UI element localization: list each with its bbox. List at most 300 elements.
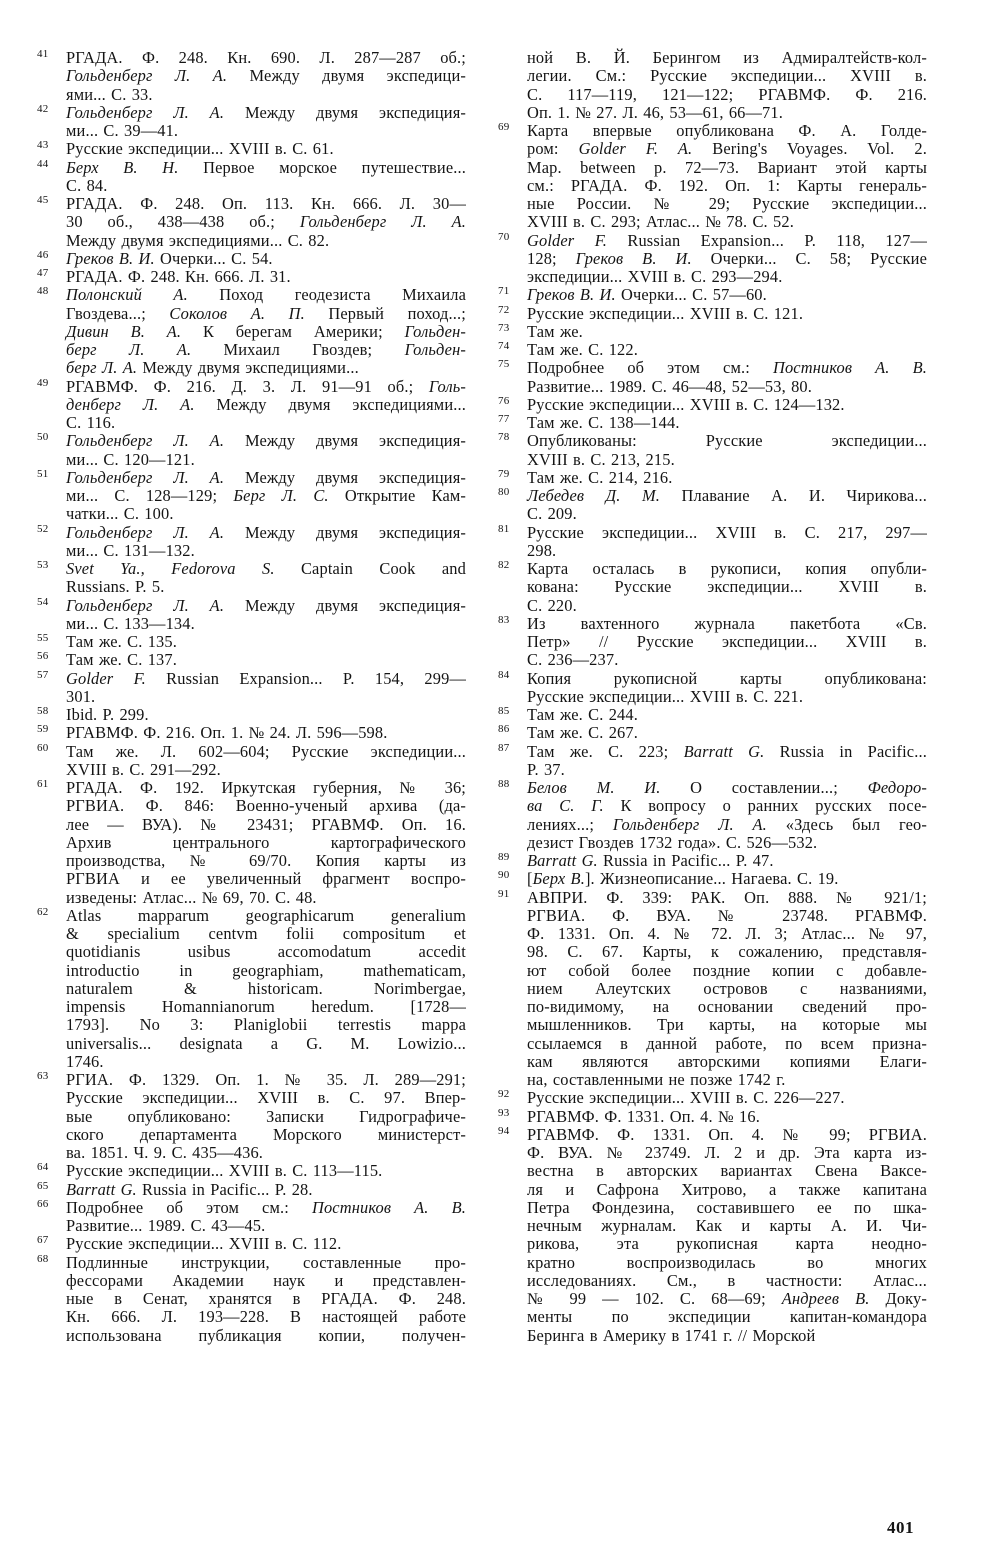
- footnote-text: Плавание А. И. Чирикова...: [660, 486, 927, 505]
- footnote-number: 73: [498, 321, 510, 334]
- footnote-line: [66, 1217, 466, 1235]
- footnote-text: РГВИА и ее увеличенный фрагмент воспро-: [66, 869, 466, 889]
- footnote-text: Captain Cook and: [274, 559, 466, 578]
- footnote-author-italic: Гольденберг Л. А.: [612, 814, 767, 834]
- footnote-number: 76: [498, 394, 510, 407]
- footnote-author-italic: Golder F. A.: [578, 139, 693, 159]
- footnote-line: [66, 633, 466, 651]
- footnote-text: Опубликованы: Русские экспедиции...: [527, 431, 927, 451]
- footnote-line: [527, 1108, 927, 1126]
- footnote-text: Между двумя экспедициями...: [137, 358, 359, 378]
- footnote-text: Петра Фондезина, составившего ее по шка-: [527, 1197, 927, 1217]
- footnote-text: Русские экспедиции... XVIII в. С. 121.: [527, 303, 804, 323]
- footnote-85: [495, 706, 927, 724]
- footnote-line: [527, 378, 927, 396]
- footnote-line: [66, 597, 466, 615]
- footnote-line: [66, 688, 466, 706]
- footnote-text: Между двумя экспедиция-: [224, 595, 467, 615]
- footnote-number: 87: [498, 741, 510, 754]
- footnote-line: [66, 925, 466, 943]
- footnote-line: [66, 414, 466, 432]
- footnote-83: [495, 615, 927, 670]
- footnote-number: 72: [498, 303, 510, 316]
- footnote-line: [527, 1144, 927, 1162]
- footnote-author-italic: Гольденберг Л. А.: [66, 595, 225, 615]
- footnote-line: [527, 286, 927, 304]
- footnote-text: 128;: [527, 248, 576, 268]
- footnote-line: [527, 177, 927, 195]
- footnote-number: 48: [37, 285, 49, 298]
- footnote-line: [527, 1053, 927, 1071]
- footnote-number: 80: [498, 486, 510, 498]
- footnote-72: [495, 305, 927, 323]
- footnote-author-italic: Федоро-: [867, 778, 927, 797]
- footnote-text: «Здесь был гео-: [766, 814, 928, 834]
- footnote-line: [66, 1053, 466, 1071]
- footnote-line: [527, 1035, 927, 1053]
- footnote-line: [66, 1071, 466, 1089]
- footnote-text: исследованиях. См., в частности: Атлас...: [527, 1270, 927, 1290]
- footnote-text: Русские экспедиции... XVIII в. С. 97. Впер-: [66, 1088, 466, 1108]
- footnote-53: [34, 560, 466, 597]
- footnote-text: дезист Гвоздев 1732 года». С. 526—532.: [527, 832, 818, 852]
- footnote-number: 89: [498, 851, 510, 863]
- footnote-line: [66, 1272, 466, 1290]
- footnote-44: [34, 159, 466, 196]
- footnote-text: РГИА. Ф. 1329. Оп. 1. № 35. Л. 289—291;: [66, 1070, 466, 1089]
- footnote-number: 49: [37, 376, 49, 389]
- footnote-line: [527, 889, 927, 907]
- footnote-line: [527, 907, 927, 925]
- footnote-text: менты по экспедиции капитан-командора: [527, 1307, 927, 1327]
- footnote-text: Между двумя экспедициями... С. 82.: [66, 230, 330, 250]
- footnote-line: [66, 451, 466, 469]
- footnote-text: Там же. С. 267.: [527, 723, 638, 743]
- footnote-line: [527, 633, 927, 651]
- footnote-49: [34, 378, 466, 433]
- footnote-line: [527, 213, 927, 231]
- footnote-line: [527, 396, 927, 414]
- footnote-line: [66, 341, 466, 359]
- footnote-text: ]. Жизнеописание... Нагаева. С. 19.: [584, 869, 839, 889]
- footnote-46: [34, 250, 466, 268]
- footnote-line: [66, 195, 466, 213]
- footnote-line: [527, 688, 927, 706]
- footnote-69: [495, 122, 927, 232]
- footnote-text: ями... С. 33.: [66, 84, 153, 104]
- footnote-text: РГАВМФ. Ф. 1331. Оп. 4. № 99; РГВИА.: [527, 1124, 927, 1144]
- footnote-62: [34, 907, 466, 1071]
- footnote-line: [527, 1199, 927, 1217]
- footnote-text: РГАДА. Ф. 248. Кн. 690. Л. 287—287 об.;: [66, 48, 466, 67]
- footnote-line: [66, 615, 466, 633]
- footnote-line: [527, 962, 927, 980]
- footnote-number: 47: [37, 267, 49, 279]
- footnote-text: Петр» // Русские экспедиции... XVIII в.: [527, 632, 927, 651]
- footnote-line: [66, 104, 466, 122]
- footnote-number: 92: [498, 1088, 510, 1101]
- footnote-text: Очерки... С. 58; Русские: [691, 248, 927, 268]
- footnote-text: Подробнее об этом см.:: [66, 1197, 312, 1217]
- footnote-text: Подробнее об этом см.:: [527, 358, 773, 378]
- footnote-line: [527, 542, 927, 560]
- footnote-line: [66, 177, 466, 195]
- footnote-text: С. 84.: [66, 175, 108, 195]
- footnote-text: фессорами Академии наук и представлен-: [66, 1270, 466, 1290]
- footnote-number: 75: [498, 358, 510, 371]
- footnote-text: ми... С. 120—121.: [66, 449, 195, 469]
- footnote-number: 67: [37, 1234, 49, 1247]
- footnote-text: Карта впервые опубликована Ф. А. Голде-: [527, 121, 927, 140]
- footnote-line: [527, 86, 927, 104]
- footnote-text: 98. С. 67. Карты, к сожалению, представля-: [527, 942, 927, 962]
- footnotes-column-left: [34, 49, 466, 1345]
- footnote-number: 56: [37, 650, 49, 663]
- footnote-line: [527, 870, 927, 888]
- footnote-line: [66, 396, 466, 414]
- footnote-line: [527, 1071, 927, 1089]
- footnote-line: [66, 86, 466, 104]
- footnote-63: [34, 1071, 466, 1162]
- footnote-line: [527, 487, 927, 505]
- footnote-66: [34, 1199, 466, 1236]
- footnote-text: по-видимому, на основании сведений про-: [527, 997, 927, 1016]
- footnote-author-italic: Соколов А. П.: [169, 303, 305, 323]
- footnote-text: РГАВМФ. Ф. 1331. Оп. 4. № 16.: [527, 1106, 760, 1126]
- footnote-line: [66, 1199, 466, 1217]
- footnote-line: [527, 250, 927, 268]
- footnote-line: [66, 378, 466, 396]
- footnote-76: [495, 396, 927, 414]
- footnote-line: [527, 1327, 927, 1345]
- footnote-number: 46: [37, 248, 49, 261]
- footnote-line: [66, 323, 466, 341]
- footnote-line: [527, 49, 927, 67]
- footnote-line: [66, 49, 466, 67]
- footnote-line: [527, 998, 927, 1016]
- footnote-text: кратно воспроизводилась во многих: [527, 1252, 927, 1272]
- footnote-47: [34, 268, 466, 286]
- footnote-text: Russia in Pacific... P. 47.: [597, 851, 774, 870]
- footnote-text: АВПРИ. Ф. 339: РАК. Оп. 888. № 921/1;: [527, 887, 927, 907]
- footnote-48: [34, 286, 466, 377]
- footnote-line: [527, 1308, 927, 1326]
- footnote-author-italic: Постников А. В.: [311, 1197, 466, 1217]
- footnote-87: [495, 743, 927, 780]
- page-number: 401: [887, 1518, 914, 1537]
- footnote-text: Архив центрального картографического: [66, 832, 466, 852]
- footnote-number: 91: [498, 887, 510, 900]
- footnote-78: [495, 432, 927, 469]
- footnote-line: [66, 140, 466, 158]
- footnote-text: Русские экспедиции... XVIII в. С. 221.: [527, 686, 804, 706]
- footnote-text: К берегам Америки;: [181, 321, 405, 341]
- footnote-89: [495, 852, 927, 870]
- footnote-text: Ф. 1331. Оп. 4. № 72. Л. 3; Атлас... № 97,: [527, 924, 927, 943]
- footnote-line: [66, 761, 466, 779]
- footnote-75: [495, 359, 927, 396]
- footnote-line: [66, 1035, 466, 1053]
- footnote-59: [34, 724, 466, 742]
- footnote-line: [66, 1108, 466, 1126]
- footnote-line: [527, 67, 927, 85]
- footnote-line: [527, 797, 927, 815]
- footnote-text: ми... С. 133—134.: [66, 613, 195, 633]
- footnote-number: 79: [498, 467, 510, 480]
- footnote-line: [66, 542, 466, 560]
- footnote-line: [527, 524, 927, 542]
- footnote-text: РГВИА. Ф. ВУА. № 23748. РГАВМФ.: [527, 905, 927, 925]
- footnote-84: [495, 670, 927, 707]
- footnote-text: Русские экспедиции... XVIII в. С. 217, 297—: [527, 522, 927, 542]
- footnote-text: Там же. С. 138—144.: [527, 413, 680, 432]
- footnote-92: [495, 1089, 927, 1107]
- footnote-author-italic: Берх В. Н.: [66, 157, 179, 177]
- footnote-text: Очерки... С. 54.: [154, 248, 273, 268]
- footnote-line: [527, 451, 927, 469]
- footnote-line: [527, 651, 927, 669]
- footnote-line: [527, 597, 927, 615]
- footnote-text: Оп. 1. № 27. Л. 46, 53—61, 66—71.: [527, 102, 784, 122]
- footnote-text: [: [527, 869, 533, 889]
- footnote-50: [34, 432, 466, 469]
- footnote-line: [66, 1308, 466, 1326]
- footnote-line: [527, 268, 927, 286]
- footnote-line: [527, 834, 927, 852]
- footnote-text: вые опубликовано: Записки Гидрографиче-: [66, 1106, 466, 1126]
- footnote-line: [527, 1290, 927, 1308]
- footnote-line: [66, 268, 466, 286]
- footnote-text: Russia in Pacific...: [764, 741, 927, 761]
- footnote-text: ют собой более поздние копии с добавле-: [527, 960, 927, 980]
- footnote-text: Между двумя экспедиция-: [224, 431, 467, 451]
- footnote-line: [66, 1327, 466, 1345]
- footnote-91: [495, 889, 927, 1090]
- footnote-text: легии. См.: Русские экспедиции... XVIII в.: [527, 66, 927, 86]
- footnote-line: [66, 816, 466, 834]
- footnote-line: [527, 104, 927, 122]
- footnote-text: Русские экспедиции... XVIII в. С. 112.: [66, 1234, 342, 1254]
- footnote-line: [527, 159, 927, 177]
- footnote-text: ми... С. 39—41.: [66, 121, 179, 140]
- footnote-number: 64: [37, 1161, 49, 1174]
- footnote-line: [66, 670, 466, 688]
- footnote-line: [527, 341, 927, 359]
- footnote-80: [495, 487, 927, 524]
- footnote-line: [527, 305, 927, 323]
- footnote-text: Там же. С. 135.: [66, 632, 177, 651]
- footnote-text: нием Алеутских островов с названиями,: [527, 978, 927, 998]
- footnote-text: кована: Русские экспедиции... XVIII в.: [527, 577, 927, 597]
- footnote-author-italic: Barratt G.: [683, 741, 765, 761]
- footnote-number: 58: [37, 705, 49, 717]
- footnote-text: impensis Homannianorum heredum. [1728—: [66, 997, 466, 1016]
- footnote-line: [66, 67, 466, 85]
- footnote-text: кам являются авторскими копиями Елаги-: [527, 1051, 927, 1071]
- footnote-text: Там же. С. 214, 216.: [527, 467, 673, 487]
- footnote-text: чатки... С. 100.: [66, 504, 174, 524]
- footnote-text: нечным журналам. Как и карты А. И. Чи-: [527, 1216, 927, 1235]
- footnote-line: [66, 706, 466, 724]
- footnote-text: Atlas mapparum geographicarum generalium: [66, 905, 466, 925]
- footnote-number: 51: [37, 467, 49, 480]
- footnote-45: [34, 195, 466, 250]
- footnote-text: Первый поход...;: [304, 303, 466, 323]
- footnote-text: Ф. ВУА. № 23749. Л. 2 и др. Эта карта из-: [527, 1143, 927, 1162]
- footnote-number: 84: [498, 668, 510, 681]
- footnote-text: Ibid. P. 299.: [66, 705, 149, 724]
- footnote-line: [66, 213, 466, 231]
- footnote-text: universalis... designata a G. M. Lowizio...: [66, 1033, 466, 1053]
- footnote-author-italic: Греков В. И.: [575, 248, 692, 268]
- footnote-line: [66, 524, 466, 542]
- footnote-line: [66, 1181, 466, 1199]
- footnote-text: ского департамента Морского министерст-: [66, 1124, 466, 1144]
- footnote-number: 53: [37, 559, 49, 571]
- footnote-line: [66, 578, 466, 596]
- footnote-text: ром:: [527, 139, 579, 159]
- footnote-57: [34, 670, 466, 707]
- footnote-text: РГАВМФ. Ф. 216. Д. 3. Л. 91—91 об.;: [66, 376, 429, 396]
- footnote-text: Гвоздева...;: [66, 303, 170, 323]
- footnote-author-italic: Полонский А.: [66, 285, 188, 305]
- footnote-text: Доку-: [869, 1289, 927, 1308]
- footnote-text: Между двумя экспедиция-: [224, 467, 467, 487]
- footnotes-column-right: [495, 49, 927, 1345]
- footnote-text: рикова, эта рукописная карта неодно-: [527, 1234, 927, 1254]
- footnote-70: [495, 232, 927, 287]
- footnote-line: [66, 1254, 466, 1272]
- footnote-author-italic: Дивин В. А.: [66, 321, 182, 341]
- footnote-line: [66, 487, 466, 505]
- footnote-text: ные России. № 29; Русские экспедиции...: [527, 194, 927, 213]
- footnote-number: 61: [37, 778, 49, 790]
- footnote-number: 59: [37, 723, 49, 736]
- footnote-author-italic: Гольден-: [404, 321, 466, 341]
- footnote-94: [495, 1126, 927, 1345]
- footnote-number: 71: [498, 285, 510, 298]
- footnote-56: [34, 651, 466, 669]
- footnote-number: 63: [37, 1070, 49, 1082]
- footnote-author-italic: берг Л. А.: [66, 340, 192, 359]
- footnote-number: 55: [37, 632, 49, 644]
- footnote-line: [527, 852, 927, 870]
- footnote-number: 81: [498, 522, 510, 535]
- footnote-text: Там же. С. 122.: [527, 340, 638, 359]
- footnote-line: [66, 1290, 466, 1308]
- footnote-text: P. 37.: [527, 759, 565, 779]
- footnote-text: на, составленными не позже 1742 г.: [527, 1070, 786, 1089]
- footnote-line: [527, 779, 927, 797]
- footnote-line: [527, 140, 927, 158]
- footnote-text: & specialium centvm folii compositum et: [66, 924, 466, 943]
- footnote-line: [66, 962, 466, 980]
- footnote-line: [527, 1181, 927, 1199]
- footnote-line: [527, 1162, 927, 1180]
- footnote-42: [34, 104, 466, 141]
- footnote-number: 82: [498, 559, 510, 571]
- footnote-line: [527, 469, 927, 487]
- footnote-author-italic: Андреев В.: [781, 1289, 870, 1308]
- footnote-text: производства, № 69/70. Копия карты из: [66, 851, 466, 870]
- footnote-text: РГАДА. Ф. 248. Кн. 666. Л. 31.: [66, 267, 291, 286]
- footnote-number: 85: [498, 705, 510, 717]
- footnote-author-italic: берг Л. А.: [66, 358, 138, 378]
- footnote-text: вестна в авторских вариантах Свена Ваксе-: [527, 1161, 927, 1181]
- footnote-author-italic: Гольденберг Л. А.: [66, 522, 225, 542]
- footnote-58: [34, 706, 466, 724]
- footnote-author-italic: Гольденберг Л. А.: [299, 212, 466, 232]
- footnote-text: Русские экспедиции... XVIII в. С. 61.: [66, 139, 334, 159]
- footnote-41: [34, 49, 466, 104]
- footnote-text: лее — ВУА). № 23431; РГАВМФ. Оп. 16.: [66, 814, 466, 834]
- footnote-number: 52: [37, 522, 49, 535]
- footnote-line: [66, 980, 466, 998]
- footnote-author-italic: Белов М. И.: [527, 778, 661, 797]
- footnote-line: [527, 359, 927, 377]
- footnote-line: [66, 505, 466, 523]
- footnote-text: ми... С. 128—129;: [66, 486, 234, 505]
- footnote-text: Копия рукописной карты опубликована:: [527, 668, 927, 688]
- footnote-text: лениях...;: [527, 814, 613, 834]
- footnote-text: Развитие... 1989. С. 43—45.: [66, 1216, 266, 1235]
- footnote-text: Russian Expansion... P. 118, 127—: [607, 230, 927, 250]
- footnote-number: 69: [498, 121, 510, 133]
- footnote-line: [66, 651, 466, 669]
- footnote-author-italic: Гольден-: [404, 340, 466, 359]
- footnote-line: [527, 816, 927, 834]
- footnote-line: [527, 1217, 927, 1235]
- footnote-text: Русские экспедиции... XVIII в. С. 113—115.: [66, 1161, 383, 1181]
- footnote-line: [66, 359, 466, 377]
- footnote-number: 70: [498, 230, 510, 243]
- footnote-text: Между двумя экспедиция-: [224, 522, 467, 542]
- footnote-text: 30 об., 438—438 об.;: [66, 212, 300, 232]
- footnote-text: С. 236—237.: [527, 650, 619, 670]
- footnote-number: 54: [37, 595, 49, 608]
- footnote-number: 60: [37, 741, 49, 754]
- footnote-line: [527, 1254, 927, 1272]
- footnote-author-italic: денберг Л. А.: [66, 394, 195, 414]
- footnote-55: [34, 633, 466, 651]
- footnote-line: [527, 122, 927, 140]
- footnote-line: [66, 889, 466, 907]
- footnote-text: ной В. Й. Берингом из Адмиралтейств-кол-: [527, 48, 927, 67]
- footnote-text: РГАДА. Ф. 192. Иркутская губерния, № 36;: [66, 778, 466, 797]
- footnote-author-italic: Греков В. И.: [527, 285, 616, 305]
- footnote-line: [527, 943, 927, 961]
- footnote-text: экспедиции... XVIII в. С. 293—294.: [527, 267, 783, 286]
- footnote-number: 68: [37, 1252, 49, 1265]
- footnote-number: 41: [37, 48, 49, 60]
- footnote-line: [66, 907, 466, 925]
- footnote-text: 1746.: [66, 1051, 104, 1071]
- footnote-43: [34, 140, 466, 158]
- footnote-line: [66, 1235, 466, 1253]
- footnote-text: Русские экспедиции... XVIII в. С. 226—227.: [527, 1088, 845, 1108]
- footnote-61: [34, 779, 466, 907]
- footnote-text: см.: РГАДА. Ф. 192. Оп. 1: Карты генераль-: [527, 175, 927, 195]
- footnote-text: С. 117—119, 121—122; РГАВМФ. Ф. 216.: [527, 84, 927, 104]
- footnote-line: [527, 743, 927, 761]
- footnote-text: Поход геодезиста Михаила: [187, 285, 466, 305]
- footnote-text: С. 116.: [66, 413, 116, 432]
- footnote-line: [66, 834, 466, 852]
- footnote-text: ми... С. 131—132.: [66, 540, 195, 560]
- footnote-74: [495, 341, 927, 359]
- footnote-text: XVIII в. С. 293; Атлас... № 78. С. 52.: [527, 212, 794, 232]
- footnote-line: [66, 998, 466, 1016]
